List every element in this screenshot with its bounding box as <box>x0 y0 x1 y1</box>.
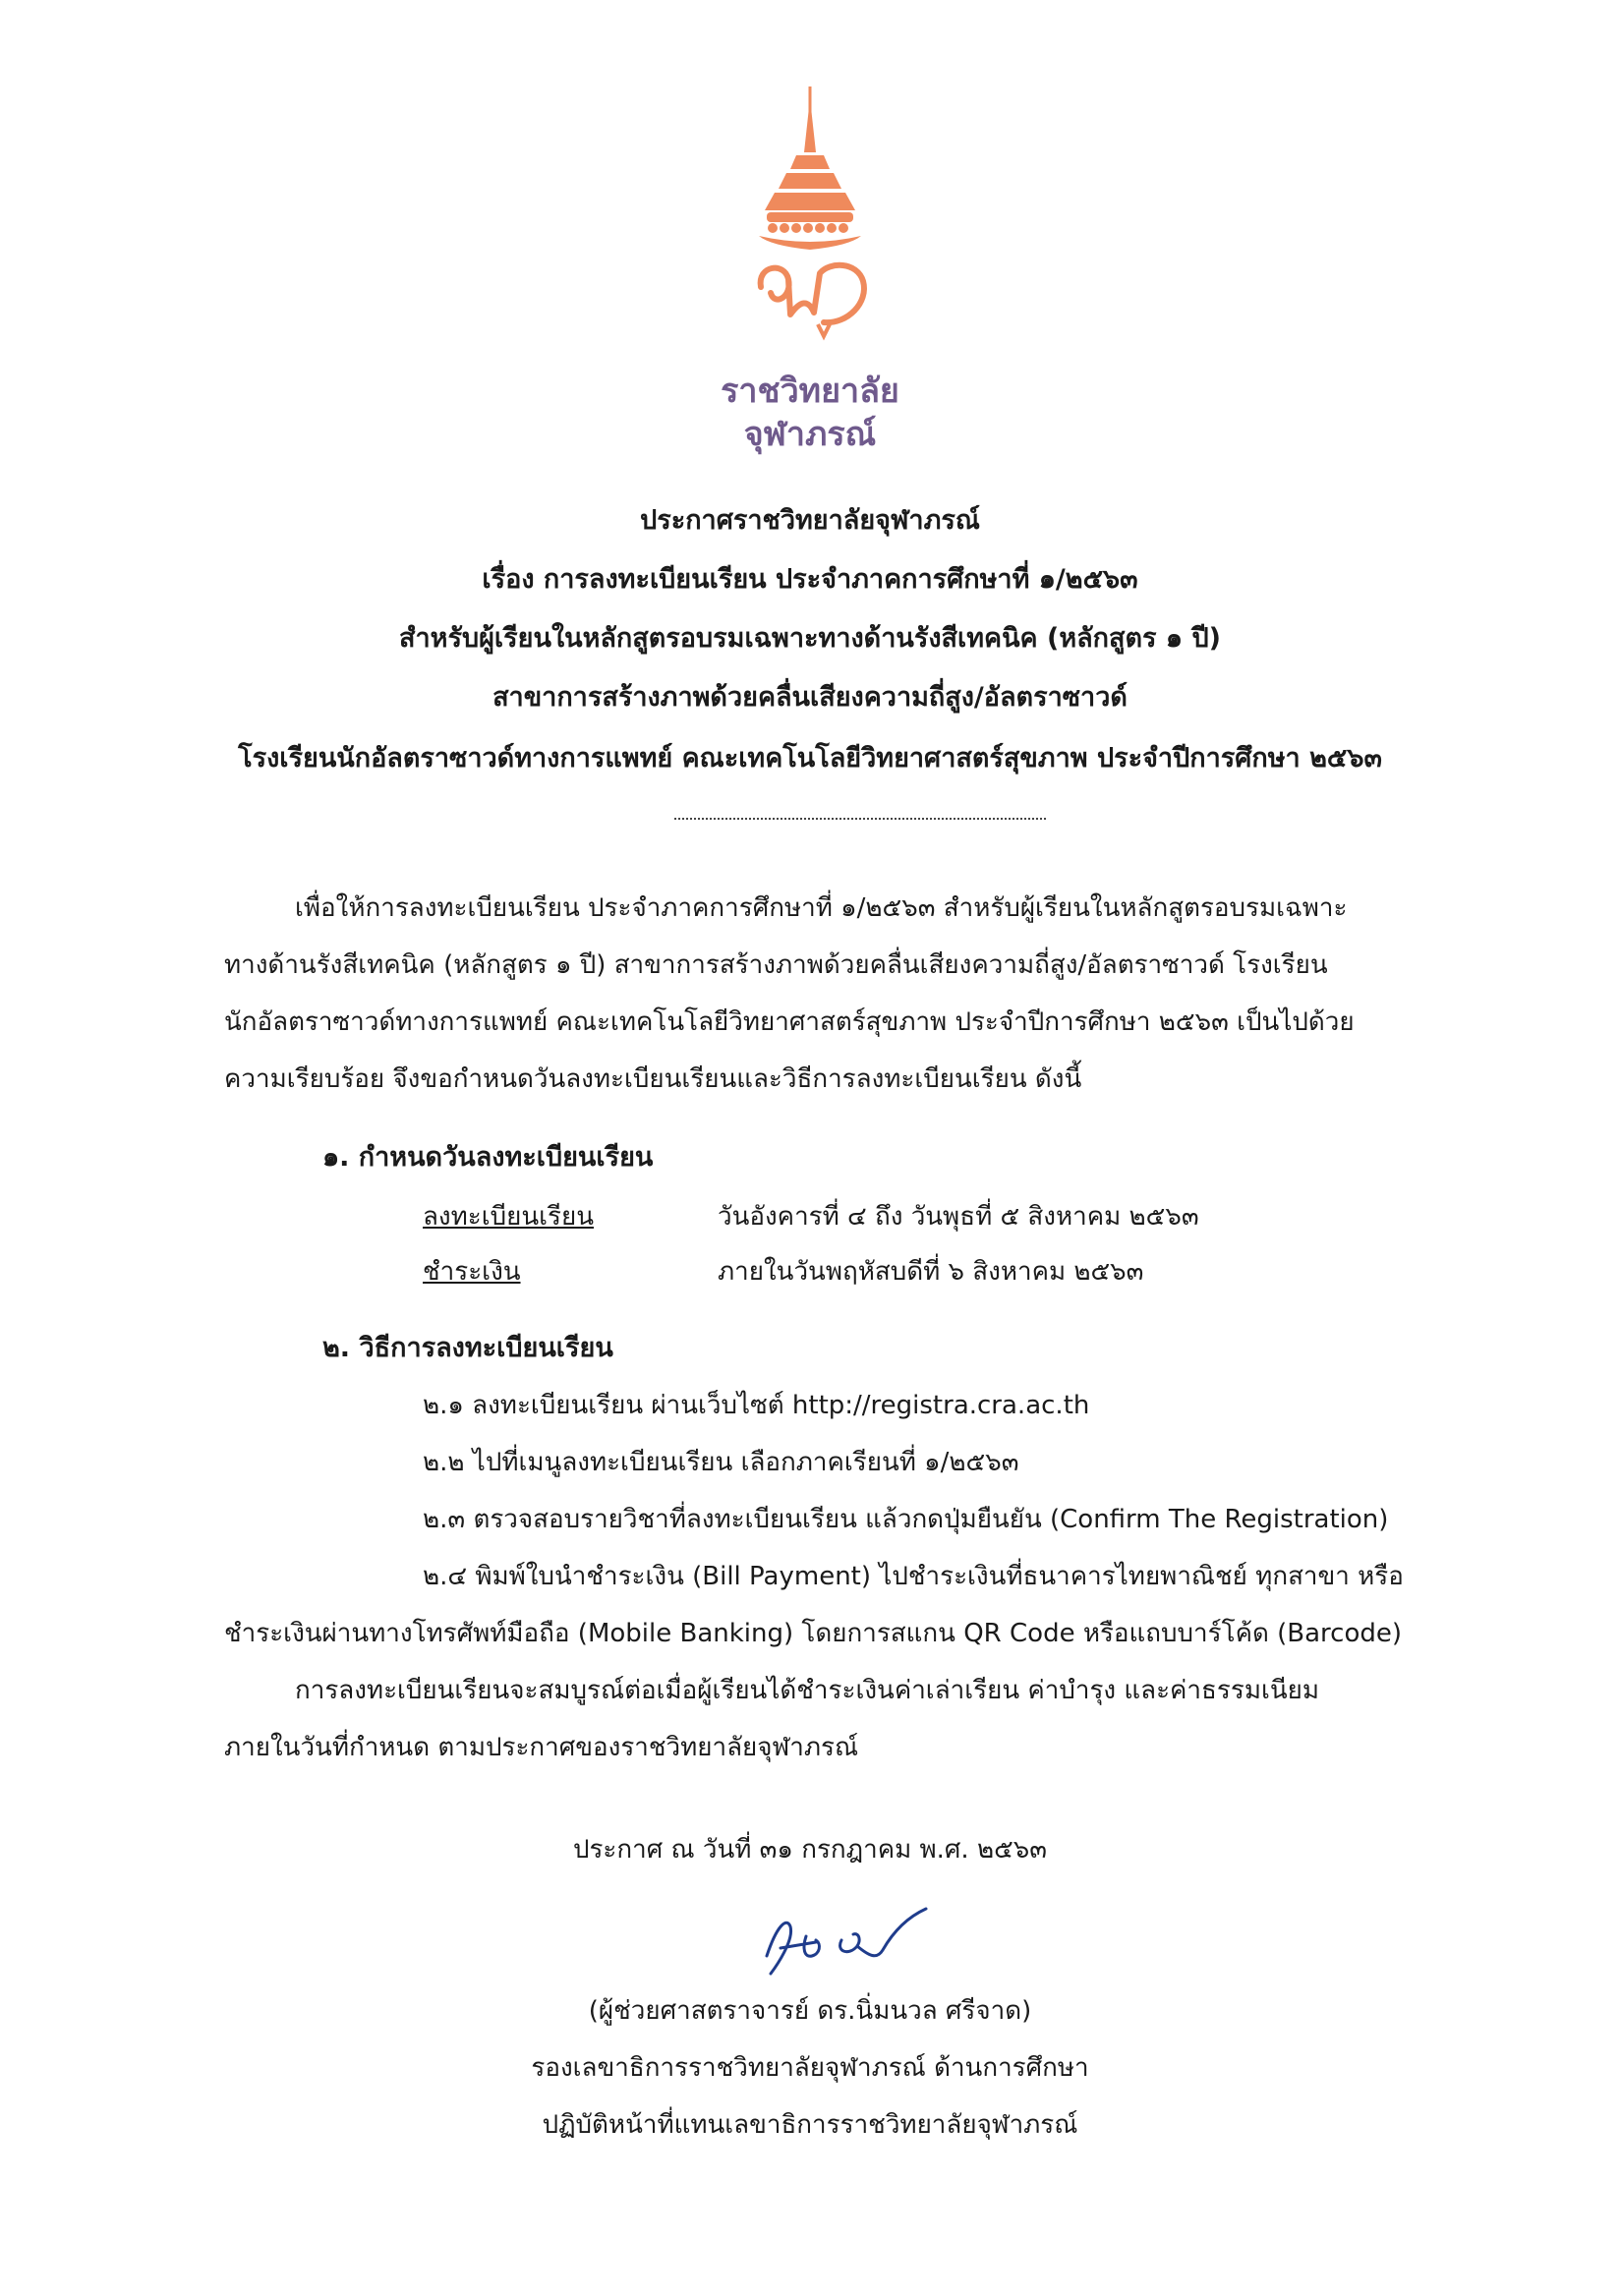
registration-dates: วันอังคารที่ ๔ ถึง วันพุธที่ ๕ สิงหาคม ๒๕๖๓ <box>718 1202 1199 1232</box>
step-2-3: ๒.๓ ตรวจสอบรายวิชาที่ลงทะเบียนเรียน แล้วกดปุ่มยืนยัน (Confirm The Registration) <box>423 1505 1389 1534</box>
heading-line5: โรงเรียนนักอัลตราซาวด์ทางการแพทย์ คณะเทคโนโลยีวิทยาศาสตร์สุขภาพ ประจำปีการศึกษา ๒๕๖๓ <box>238 743 1382 774</box>
step-2-4-line2: ชำระเงินผ่านทางโทรศัพท์มือถือ (Mobile Banking) โดยการสแกน QR Code หรือแถบบาร์โค้ด (Barcode) <box>224 1619 1403 1648</box>
heading-line3: สำหรับผู้เรียนในหลักสูตรอบรมเฉพาะทางด้านรังสีเทคนิค (หลักสูตร ๑ ปี) <box>399 623 1221 654</box>
heading-line4: สาขาการสร้างภาพด้วยคลื่นเสียงความถี่สูง/อัลตราซาวด์ <box>492 682 1128 713</box>
intro-line2: ทางด้านรังสีเทคนิค (หลักสูตร ๑ ปี) สาขาการสร้างภาพด้วยคลื่นเสียงความถี่สูง/อัลตราซาวด์ โรงเรียน <box>224 950 1328 980</box>
registration-label: ลงทะเบียนเรียน <box>423 1202 594 1232</box>
heading-line1: ประกาศราชวิทยาลัยจุฬาภรณ์ <box>640 505 980 536</box>
section1-title: ๑. กำหนดวันลงทะเบียนเรียน <box>322 1142 654 1173</box>
intro-line4: ความเรียบร้อย จึงขอกำหนดวันลงทะเบียนเรียนและวิธีการลงทะเบียนเรียน ดังนี้ <box>224 1064 1082 1094</box>
signatory-position2: ปฏิบัติหน้าที่แทนเลขาธิการราชวิทยาลัยจุฬาภรณ์ <box>542 2110 1078 2140</box>
step-2-2: ๒.๒ ไปที่เมนูลงทะเบียนเรียน เลือกภาคเรียนที่ ๑/๒๕๖๓ <box>423 1448 1019 1477</box>
announcement-date: ประกาศ ณ วันที่ ๓๑ กรกฎาคม พ.ศ. ๒๕๖๓ <box>572 1835 1048 1865</box>
college-emblem-icon <box>731 79 889 373</box>
heading-divider <box>674 818 1046 820</box>
signatory-position1: รองเลขาธิการราชวิทยาลัยจุฬาภรณ์ ด้านการศึกษา <box>531 2053 1089 2083</box>
heading-line2: เรื่อง การลงทะเบียนเรียน ประจำภาคการศึกษาที่ ๑/๒๕๖๓ <box>482 564 1138 595</box>
closing-line2: ภายในวันที่กำหนด ตามประกาศของราชวิทยาลัยจุฬาภรณ์ <box>224 1733 859 1762</box>
step-2-1: ๒.๑ ลงทะเบียนเรียน ผ่านเว็บไซต์ http://registra.cra.ac.th <box>423 1391 1090 1420</box>
step-2-4-line1: ๒.๔ พิมพ์ใบนำชำระเงิน (Bill Payment) ไปชำระเงินที่ธนาคารไทยพาณิชย์ ทุกสาขา หรือ <box>423 1562 1404 1591</box>
closing-line1: การลงทะเบียนเรียนจะสมบูรณ์ต่อเมื่อผู้เรียนได้ชำระเงินค่าเล่าเรียน ค่าบำรุง และค่าธรรมเนียม <box>295 1676 1319 1705</box>
college-name-line1: ราชวิทยาลัย <box>721 372 899 411</box>
payment-deadline: ภายในวันพฤหัสบดีที่ ๖ สิงหาคม ๒๕๖๓ <box>718 1257 1144 1287</box>
intro-line1: เพื่อให้การลงทะเบียนเรียน ประจำภาคการศึกษาที่ ๑/๒๕๖๓ สำหรับผู้เรียนในหลักสูตรอบรมเฉพาะ <box>295 893 1348 923</box>
signatory-name: (ผู้ช่วยศาสตราจารย์ ดร.นิ่มนวล ศรีจาด) <box>588 1996 1032 2026</box>
intro-line3: นักอัลตราซาวด์ทางการแพทย์ คณะเทคโนโลยีวิทยาศาสตร์สุขภาพ ประจำปีการศึกษา ๒๕๖๓ เป็นไปด้วย <box>224 1007 1355 1037</box>
signature-icon <box>747 1897 944 1985</box>
payment-label: ชำระเงิน <box>423 1257 521 1287</box>
college-name-line2: จุฬาภรณ์ <box>743 415 877 454</box>
section2-title: ๒. วิธีการลงทะเบียนเรียน <box>322 1333 613 1363</box>
